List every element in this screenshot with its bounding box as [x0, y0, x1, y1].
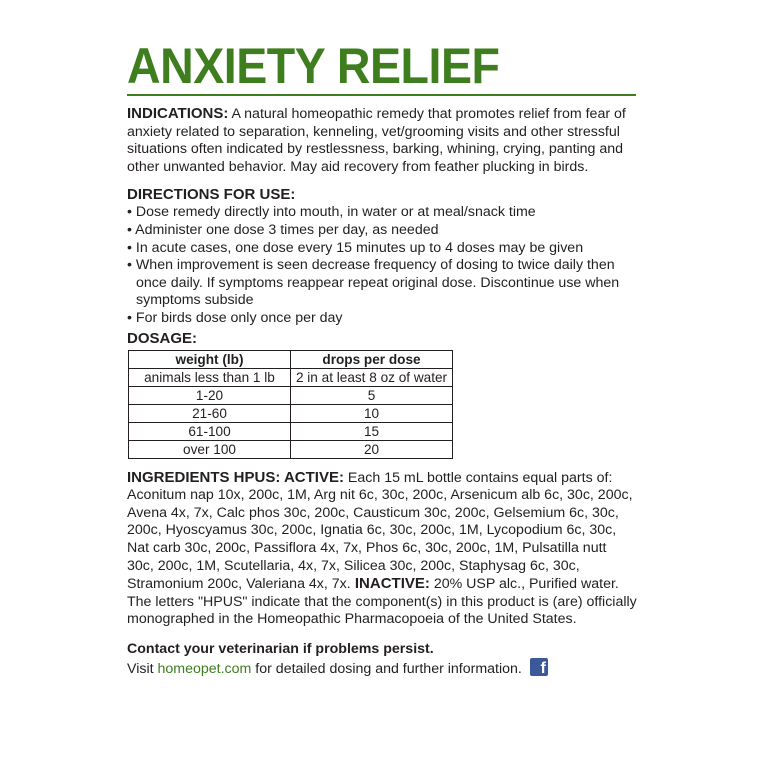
visit-prefix: Visit: [127, 660, 158, 677]
visit-line: [127, 658, 637, 678]
table-row: [129, 404, 453, 422]
weight-cell: 21-60: [129, 404, 291, 422]
label-panel: [127, 38, 637, 678]
directions-item: • Administer one dose 3 times per day, as needed: [127, 221, 439, 238]
inactive-label: INACTIVE:: [350, 575, 430, 593]
facebook-icon[interactable]: [530, 658, 548, 676]
drops-cell: 10: [291, 404, 453, 422]
product-title: ANXIETY RELIEF: [127, 38, 500, 94]
table-row: [129, 440, 453, 458]
directions-heading: DIRECTIONS FOR USE:: [127, 186, 296, 204]
indications-text: A natural homeopathic remedy that promotes relief from fear of anxiety related to separation, kenneling, vet/grooming visits and other stressful situations often indicated by restlessness, barking, whining, crying, panting and other unwanted behavior. May aid recovery from feather plucking in birds.: [127, 106, 626, 175]
table-header-row: [129, 350, 453, 368]
directions-item: • Dose remedy directly into mouth, in water or at meal/snack time: [127, 204, 536, 221]
drops-cell: 15: [291, 422, 453, 440]
weight-cell: 61-100: [129, 422, 291, 440]
indications-section: [127, 105, 637, 176]
weight-cell: animals less than 1 lb: [129, 368, 291, 386]
contact-note: Contact your veterinarian if problems persist.: [127, 640, 434, 657]
ingredients-section: [127, 469, 637, 629]
active-label: ACTIVE:: [280, 468, 344, 486]
weight-cell: 1-20: [129, 386, 291, 404]
directions-list: [127, 204, 637, 327]
ingredients-heading: INGREDIENTS HPUS:: [127, 468, 281, 486]
drops-cell: 20: [291, 440, 453, 458]
indications-heading: INDICATIONS:: [127, 105, 229, 122]
active-ingredients-text: Each 15 mL bottle contains equal parts of: Aconitum nap 10x, 200c, 1M, Arg nit 6c, 30c, 200c, Arsenicum alb 6c, 30c, 200c, Avena 4x, 7x, Calc phos 30c, 200c, Causticum 30c, 200c, Gelsemium 6c, 30c, 200c, Hyoscyamus 30c, 200c, Ignatia 6c, 30c, 200c, 1M, Lycopodium 6c, 30c, Nat carb 30c, 200c, Passiflora 4x, 7x, Phos 6c, 30c, 200c, 1M, Pulsatilla nutt 30c, 200c, 1M, Scutellaria, 4x, 7x, Silicea 30c, 200c, Staphysag 6c, 30c, Stramonium 200c, Valeriana 4x, 7x.: [127, 469, 633, 593]
column-header-weight: weight (lb): [129, 350, 291, 368]
facebook-letter: f: [540, 659, 546, 677]
dosage-heading: DOSAGE:: [127, 329, 198, 347]
column-header-drops: drops per dose: [291, 350, 453, 368]
drops-cell: 2 in at least 8 oz of water: [291, 368, 453, 386]
table-row: [129, 422, 453, 440]
directions-item: • When improvement is seen decrease frequency of dosing to twice daily then once daily. If symptoms reappear repeat original dose. Discontinue use when symptoms subside: [127, 257, 620, 309]
table-row: [129, 386, 453, 404]
dosage-table: [128, 350, 453, 459]
directions-item: • In acute cases, one dose every 15 minutes up to 4 doses may be given: [127, 239, 584, 256]
directions-item: • For birds dose only once per day: [127, 309, 343, 326]
drops-cell: 5: [291, 386, 453, 404]
visit-suffix: for detailed dosing and further information.: [251, 660, 522, 677]
table-row: [129, 368, 453, 386]
website-link[interactable]: homeopet.com: [157, 660, 252, 677]
inactive-ingredients-text: 20% USP alc., Purified water. The letters "HPUS" indicate that the component(s) in this product is (are) officially monographed in the Homeopathic Pharmacopoeia of the United States.: [127, 576, 637, 628]
weight-cell: over 100: [129, 440, 291, 458]
title-divider: [127, 94, 636, 96]
